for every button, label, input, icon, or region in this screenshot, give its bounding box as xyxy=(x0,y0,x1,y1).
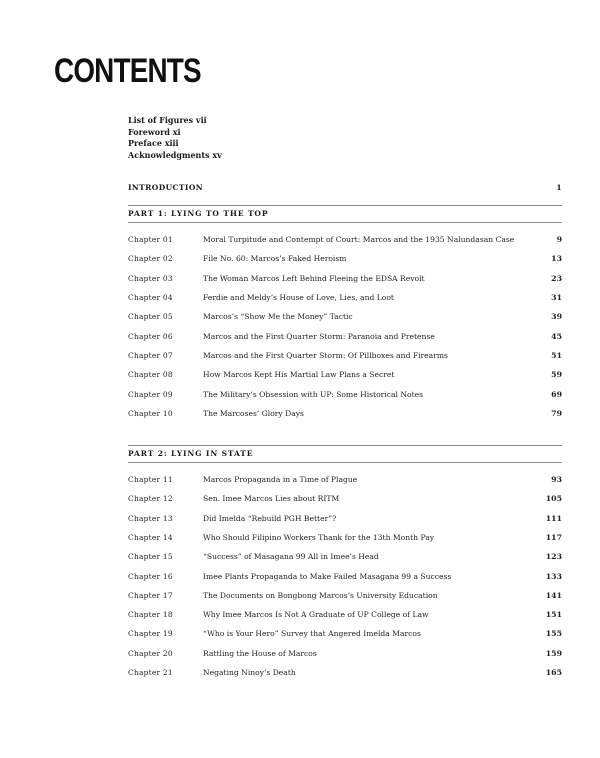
chapter-title: Marcos and the First Quarter Storm: Of Pillboxes and Firearms xyxy=(203,351,448,361)
chapter-title: Marcos Propaganda in a Time of Plague xyxy=(203,475,358,484)
toc-entry-chapter[interactable] xyxy=(128,331,562,343)
chapter-page-number: 39 xyxy=(551,312,562,322)
chapter-page-number: 51 xyxy=(551,351,562,361)
chapter-title: The Woman Marcos Left Behind Fleeing the EDSA Revolt xyxy=(203,273,425,283)
chapter-number-label: Chapter 12 xyxy=(128,494,173,504)
chapter-number-label: Chapter 04 xyxy=(128,293,173,303)
chapter-title: Why Imee Marcos Is Not A Graduate of UP College of Law xyxy=(203,610,429,620)
chapter-number-label: Chapter 13 xyxy=(128,513,173,523)
chapter-page-number: 133 xyxy=(545,571,562,581)
toc-entry-chapter[interactable] xyxy=(128,234,562,246)
front-matter-item-preface[interactable]: Preface xiii xyxy=(128,138,179,149)
toc-entry-chapter[interactable] xyxy=(128,571,562,583)
toc-entry-chapter[interactable] xyxy=(128,590,562,602)
part-1-bottom-rule xyxy=(128,222,562,223)
chapter-page-number: 13 xyxy=(551,254,562,264)
chapter-title: Marcos and the First Quarter Storm: Paranoia and Pretense xyxy=(203,331,435,341)
chapter-title: Moral Turpitude and Contempt of Court: Marcos and the 1935 Nalundasan Case xyxy=(203,235,515,244)
front-matter-item-acknowledgments[interactable]: Acknowledgments xv xyxy=(128,149,222,160)
chapter-page-number: 9 xyxy=(556,235,562,244)
chapter-page-number: 165 xyxy=(545,668,562,677)
toc-entry-chapter[interactable] xyxy=(128,273,562,285)
chapter-number-label: Chapter 15 xyxy=(128,552,173,562)
chapter-number-label: Chapter 08 xyxy=(128,370,173,380)
toc-entry-introduction[interactable] xyxy=(128,182,562,194)
chapter-page-number: 69 xyxy=(551,389,562,399)
chapter-number-label: Chapter 02 xyxy=(128,254,173,264)
part-2-bottom-rule xyxy=(128,462,562,463)
part-2-heading: PART 2: LYING IN STATE xyxy=(128,449,254,458)
front-matter-item-figures[interactable]: List of Figures vii xyxy=(128,115,207,125)
toc-entry-chapter[interactable] xyxy=(128,513,562,525)
toc-entry-chapter[interactable] xyxy=(128,292,562,304)
chapter-title: Marcos’s “Show Me the Money” Tactic xyxy=(203,312,353,322)
chapter-page-number: 31 xyxy=(551,293,562,303)
toc-entry-chapter[interactable] xyxy=(128,628,562,640)
chapter-number-label: Chapter 07 xyxy=(128,351,173,361)
chapter-number-label: Chapter 01 xyxy=(128,235,173,244)
chapter-page-number: 79 xyxy=(551,409,562,419)
toc-entry-chapter[interactable] xyxy=(128,408,562,420)
chapter-page-number: 123 xyxy=(545,552,562,562)
part-2-top-rule xyxy=(128,445,562,446)
toc-entry-chapter[interactable] xyxy=(128,474,562,486)
introduction-page-number: 1 xyxy=(556,183,562,192)
page-title: CONTENTS xyxy=(54,52,201,90)
chapter-page-number: 45 xyxy=(551,331,562,341)
chapter-title: The Marcoses’ Glory Days xyxy=(203,409,304,419)
chapter-title: How Marcos Kept His Martial Law Plans a Secret xyxy=(203,370,395,380)
toc-entry-chapter[interactable] xyxy=(128,551,562,563)
chapter-title: “Success” of Masagana 99 All in Imee’s Head xyxy=(203,552,379,562)
chapter-page-number: 117 xyxy=(545,532,562,542)
front-matter-list xyxy=(128,115,222,161)
toc-entry-chapter[interactable] xyxy=(128,369,562,381)
chapter-title: “Who is Your Hero” Survey that Angered Imelda Marcos xyxy=(203,629,421,639)
chapter-title: Imee Plants Propaganda to Make Failed Masagana 99 a Success xyxy=(203,571,452,581)
chapter-number-label: Chapter 19 xyxy=(128,629,173,639)
chapter-page-number: 59 xyxy=(551,370,562,380)
part-1-top-rule xyxy=(128,205,562,206)
chapter-page-number: 151 xyxy=(545,610,562,620)
part-1-heading: PART 1: LYING TO THE TOP xyxy=(128,209,269,218)
chapter-title: File No. 60: Marcos’s Faked Heroism xyxy=(203,254,347,264)
chapter-page-number: 23 xyxy=(551,273,562,283)
chapter-title: Ferdie and Meldy’s House of Love, Lies, and Loot xyxy=(203,293,394,303)
chapter-number-label: Chapter 17 xyxy=(128,590,173,600)
chapter-number-label: Chapter 09 xyxy=(128,389,173,399)
front-matter-item-foreword[interactable]: Foreword xi xyxy=(128,126,181,137)
toc-entry-chapter[interactable] xyxy=(128,493,562,505)
chapter-page-number: 111 xyxy=(545,513,562,523)
chapter-page-number: 105 xyxy=(545,494,562,504)
chapter-title: Negating Ninoy’s Death xyxy=(203,668,296,677)
toc-entry-chapter[interactable] xyxy=(128,609,562,621)
toc-entry-chapter[interactable] xyxy=(128,667,562,679)
chapter-number-label: Chapter 16 xyxy=(128,571,173,581)
chapter-page-number: 159 xyxy=(545,648,562,658)
chapter-page-number: 155 xyxy=(545,629,562,639)
toc-entry-chapter[interactable] xyxy=(128,648,562,660)
chapter-number-label: Chapter 14 xyxy=(128,532,173,542)
chapter-number-label: Chapter 11 xyxy=(128,475,173,484)
toc-entry-chapter[interactable] xyxy=(128,350,562,362)
chapter-title: Sen. Imee Marcos Lies about RITM xyxy=(203,494,340,504)
introduction-label: INTRODUCTION xyxy=(128,183,204,192)
chapter-page-number: 93 xyxy=(551,475,562,484)
chapter-page-number: 141 xyxy=(545,590,562,600)
chapter-number-label: Chapter 06 xyxy=(128,331,173,341)
toc-entry-chapter[interactable] xyxy=(128,311,562,323)
toc-entry-chapter[interactable] xyxy=(128,253,562,265)
chapter-number-label: Chapter 18 xyxy=(128,610,173,620)
chapter-title: The Documents on Bongbong Marcos’s University Education xyxy=(203,590,438,600)
chapter-number-label: Chapter 05 xyxy=(128,312,173,322)
chapter-number-label: Chapter 21 xyxy=(128,668,173,677)
chapter-number-label: Chapter 20 xyxy=(128,648,173,658)
chapter-number-label: Chapter 03 xyxy=(128,273,173,283)
chapter-title: The Military’s Obsession with UP: Some Historical Notes xyxy=(203,389,424,399)
chapter-title: Rattling the House of Marcos xyxy=(203,648,317,658)
chapter-title: Who Should Filipino Workers Thank for the 13th Month Pay xyxy=(203,532,435,542)
toc-entry-chapter[interactable] xyxy=(128,389,562,401)
toc-entry-chapter[interactable] xyxy=(128,532,562,544)
chapter-number-label: Chapter 10 xyxy=(128,409,173,419)
chapter-title: Did Imelda “Rebuild PGH Better”? xyxy=(203,513,337,523)
